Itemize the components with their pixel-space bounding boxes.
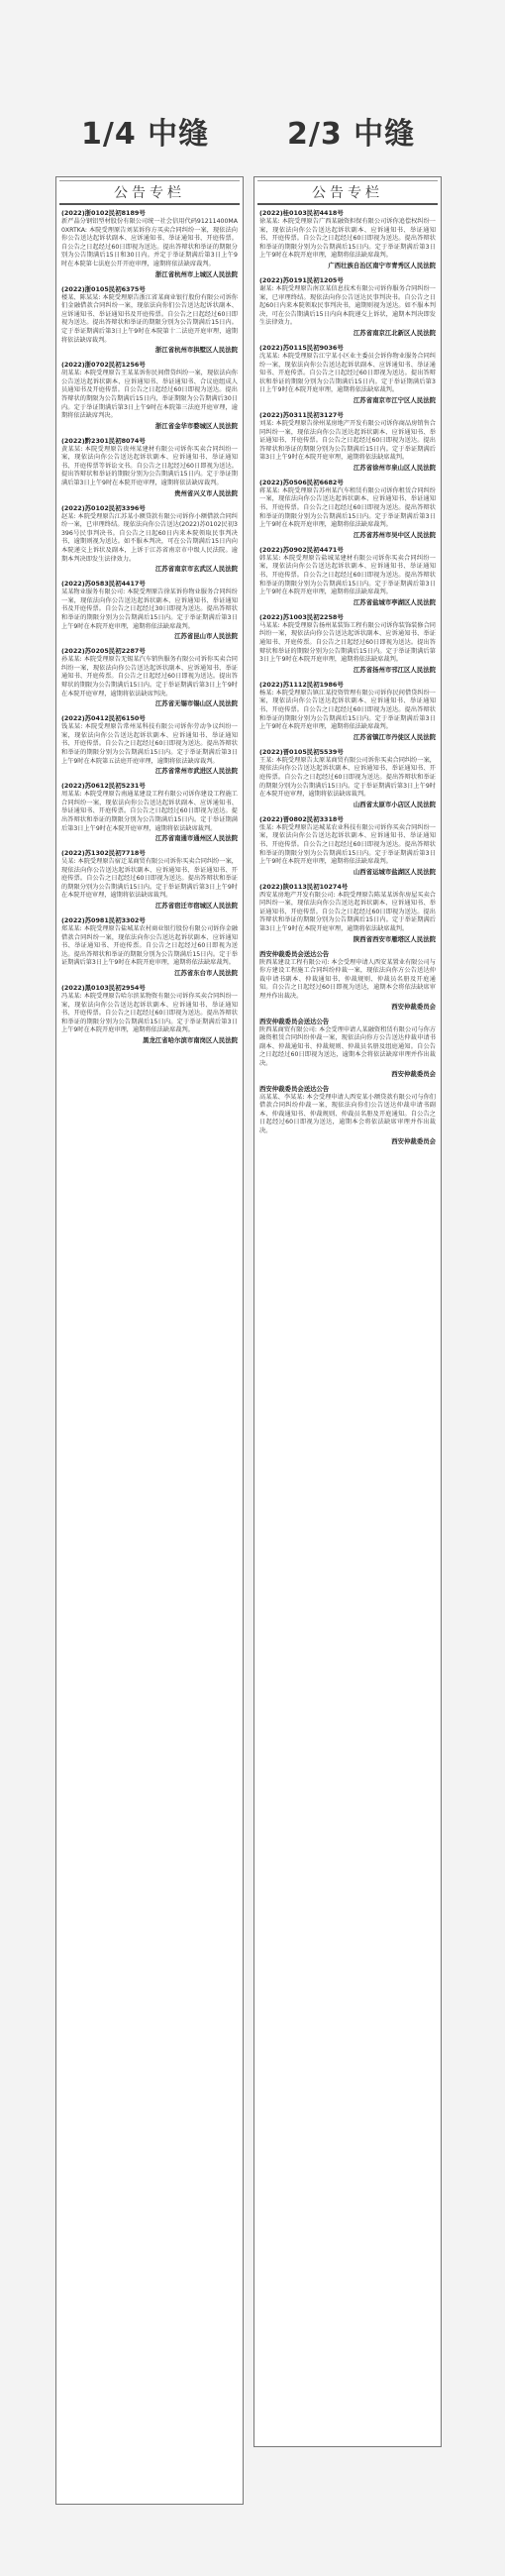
notice-list — [56, 205, 243, 1055]
notice-court-signature: 浙江省金华市婺城区人民法院 — [154, 421, 238, 430]
notice-court-signature: 江苏省南京市江宁区人民法院 — [353, 395, 436, 404]
notice-case-number: (2022)苏1112民初1986号 — [259, 680, 344, 689]
notice-court-signature: 江苏省扬州市邗江区人民法院 — [353, 665, 436, 674]
notice-court-signature: 陕西省西安市雁塔区人民法院 — [353, 934, 436, 943]
notice-item — [61, 361, 238, 431]
notice-list — [254, 205, 441, 1156]
notice-case-number: (2022)苏0612民初5231号 — [61, 782, 146, 791]
notice-item — [61, 647, 238, 708]
notice-item — [259, 613, 436, 675]
notice-body: 孙某某: 本院受理原告无锡某汽车销售服务有限公司诉你买卖合同纠纷一案，现依法向你公告送达起诉状副本、应诉通知书、举证通知书、开庭传票。自公告之日起经过60日即视为送达。提出答辩状的期限为公告期满后15日内。定于举证期满后第3日上午9时在本院开庭审理，逾期将依法缺席判决。 — [61, 656, 238, 698]
notice-item — [61, 714, 238, 776]
notice-court-signature: 江苏省南京市玄武区人民法院 — [154, 565, 238, 574]
notice-case-number: (2022)苏0981民初3302号 — [61, 916, 146, 925]
notice-item — [259, 209, 436, 270]
notice-item — [259, 344, 436, 405]
notice-case-number: (2022)苏1003民初2258号 — [259, 612, 344, 621]
notice-court-signature: 江苏省昆山市人民法院 — [174, 632, 238, 641]
notice-item — [259, 815, 436, 877]
notice-court-signature: 黑龙江省哈尔滨市南岗区人民法院 — [143, 1036, 238, 1044]
notice-body: 徐某某: 本院受理原告广西某融资担保有限公司诉你追偿权纠纷一案，现依法向你公告送达起诉状副本、应诉通知书、举证通知书、开庭传票。自公告之日起经过60日即视为送达。提出答辩状和举证的期限分别为公告期满后15日内。定于举证期满后第3日上午9时在本院开庭审理，逾期将依法缺席裁判。 — [259, 218, 436, 260]
notice-court-signature: 浙江省杭州市拱墅区人民法院 — [154, 346, 238, 355]
notice-item — [259, 681, 436, 742]
notice-case-number: (2022)苏0205民初2287号 — [61, 647, 146, 656]
right-column-heading: 2/3 中缝 — [287, 117, 416, 152]
notice-case-number: (2022)苏0311民初3127号 — [259, 410, 344, 419]
left-notice-column — [55, 176, 244, 2505]
notice-item — [259, 883, 436, 944]
notice-body: 冯某某: 本院受理原告哈尔滨某物资有限公司诉你买卖合同纠纷一案，现依法向你公告送达起诉状副本、应诉通知书、举证通知书、开庭传票。自公告之日起经过60日即视为送达。提出答辩状和举证的期限分别为公告期满后15日内。定于举证期满后第3日上午9时在本院开庭审理，逾期将依法缺席裁判。 — [61, 993, 238, 1034]
notice-case-number: (2022)苏1302民初7718号 — [61, 849, 146, 858]
notice-item — [259, 276, 436, 338]
notice-body: 吴某: 本院受理原告宿迁某商贸有限公司诉你买卖合同纠纷一案，现依法向你公告送达起诉状副本、应诉通知书、举证通知书、开庭传票。自公告之日起经过60日即视为送达。提出答辩状和举证的期限分别为公告期满后15日内。定于举证期满后第3日上午9时在本院开庭审理，逾期将依法缺席裁判。 — [61, 858, 238, 900]
notice-body: 陕西某商贸有限公司: 本会受理申请人某融资租赁有限公司与你方融资租赁合同纠纷仲裁一案，现依法向你方公告送达仲裁申请书副本、仲裁通知书、仲裁规则、仲裁员名册及组庭通知。自公告之日起经过60日即视为送达，逾期本会将依法缺席审理并作出裁决。 — [259, 1025, 436, 1067]
notice-case-number: (2022)陕0113民初10274号 — [259, 882, 349, 891]
notice-body: 刘某: 本院受理原告徐州某房地产开发有限公司诉你商品房销售合同纠纷一案，现依法向你公告送达起诉状副本、应诉通知书、举证通知书、开庭传票。自公告之日起经过60日即视为送达。提出答辩状和举证的期限分别为公告期满后15日内。定于举证期满后第3日上午9时在本院开庭审理，逾期将依法缺席裁判。 — [259, 419, 436, 462]
notice-court-signature: 江苏省南通市通州区人民法院 — [154, 834, 238, 843]
notice-court-signature: 江苏省常州市武进区人民法院 — [154, 767, 238, 776]
notice-court-signature: 江苏省徐州市泉山区人民法院 — [353, 463, 436, 472]
notice-body: 王某: 本院受理原告太原某商贸有限公司诉你买卖合同纠纷一案，现依法向你公告送达起诉状副本、应诉通知书、举证通知书、开庭传票。自公告之日起经过60日即视为送达。提出答辩状和举证的期限分别为公告期满后15日内。定于举证期满后第3日上午9时在本院开庭审理，逾期将依法缺席裁判。 — [259, 756, 436, 799]
notice-item — [61, 782, 238, 843]
notice-court-signature: 浙江省杭州市上城区人民法院 — [154, 269, 238, 278]
notice-item — [61, 437, 238, 498]
notice-court-signature: 江苏省无锡市锡山区人民法院 — [154, 699, 238, 708]
notice-body: 陕西某建设工程有限公司: 本会受理申请人西安某置业有限公司与你方建设工程施工合同纠纷仲裁一案，现依法向你方公告送达仲裁申请书副本、仲裁通知书、仲裁规则、仲裁员名册及开庭通知。自公告之日起经过60日即视为送达，逾期本会将依法缺席审理并作出裁决。 — [259, 958, 436, 1001]
notice-item — [61, 849, 238, 911]
notice-court-signature: 山西省运城市盐湖区人民法院 — [353, 867, 436, 876]
notice-body: 蒋某某: 本院受理原告苏州某汽车租赁有限公司诉你租赁合同纠纷一案，现依法向你公告送达起诉状副本、应诉通知书、举证通知书、开庭传票。自公告之日起经过60日即视为送达。提出答辩状和举证的期限分别为公告期满后15日内。定于举证期满后第3日上午9时在本院开庭审理，逾期将依法缺席裁判。 — [259, 486, 436, 529]
notice-item — [259, 1085, 436, 1146]
notice-case-number: 西安仲裁委员会送达公告 — [259, 1017, 330, 1025]
notice-case-number: (2022)苏0506民初6682号 — [259, 478, 344, 486]
notice-case-number: (2022)苏0902民初4471号 — [259, 545, 344, 554]
notice-court-signature: 西安仲裁委员会 — [391, 1002, 436, 1011]
notice-body: 钱某某: 本院受理原告常州某科技有限公司诉你劳动争议纠纷一案，现依法向你公告送达起诉状副本、应诉通知书、举证通知书、开庭传票。自公告之日起经过60日即视为送达。提出答辩状和举证的期限分别为公告期满后15日内。定于举证期满后第3日上午9时在本院第五法庭开庭审理，逾期将依法缺席裁判。 — [61, 723, 238, 765]
notice-item — [259, 1018, 436, 1079]
notice-case-number: (2022)苏0583民初4417号 — [61, 580, 146, 589]
notice-case-number: (2022)晋0802民初3318号 — [259, 814, 344, 823]
notice-case-number: (2022)晋0105民初5539号 — [259, 747, 344, 756]
notice-item — [61, 504, 238, 575]
notice-body: 某某物业服务有限公司: 本院受理原告徐某诉你物业服务合同纠纷一案，现依法向你公告送达起诉状副本、应诉通知书、举证通知书及开庭传票。自公告之日起经过30日即视为送达。提出答辩状和举证的期限分别为公告期满后15日内。定于举证期满后第3日上午9时在本院开庭审理，逾期将依法缺席裁判。 — [61, 589, 238, 630]
notice-item — [259, 748, 436, 809]
notice-case-number: (2022)浙0105民初6375号 — [61, 284, 146, 293]
notice-body: 西安某房地产开发有限公司: 本院受理原告陈某某诉你房屋买卖合同纠纷一案，现依法向你公告送达起诉状副本、应诉通知书、举证通知书、开庭传票。自公告之日起经过60日即视为送达。提出答辩状和举证的期限分别为公告期满后15日内。定于举证期满后第3日上午9时在本院开庭审理，逾期将依法缺席裁判。 — [259, 891, 436, 933]
notice-item — [259, 411, 436, 473]
notice-court-signature: 江苏省南京江北新区人民法院 — [353, 328, 436, 337]
notice-court-signature: 江苏省苏州市吴中区人民法院 — [353, 530, 436, 539]
notice-body: 楼某、陈某某: 本院受理原告浙江省某商业银行股份有限公司诉你们金融借款合同纠纷一案，现依法向你们公告送达起诉状副本、应诉通知书、举证通知书及开庭传票。自公告之日起经过60日即视为送达。提出答辩状和举证的期限分别为公告期满后15日内。定于举证期满后第3日上午9时在本院第十二法庭开庭审理，逾期将依法缺席裁判。 — [61, 293, 238, 344]
notice-body: 郑某某: 本院受理原告盐城某农村商业银行股份有限公司诉你金融借款合同纠纷一案，现依法向你公告送达起诉状副本、应诉通知书、举证通知书、开庭传票。自公告之日起经过60日即视为送达。提出答辩状和举证的期限分别为公告期满后15日内。定于举证期满后第3日上午9时在本院开庭审理，逾期将依法缺席裁判。 — [61, 925, 238, 967]
notice-case-number: (2022)浙0702民初1256号 — [61, 361, 146, 370]
notice-case-number: (2022)桂0103民初4418号 — [259, 209, 344, 217]
notice-body: 韩某某: 本院受理原告盐城某建材有限公司诉你买卖合同纠纷一案，现依法向你公告送达起诉状副本、应诉通知书、举证通知书、开庭传票。自公告之日起经过60日即视为送达。提出答辩状和举证的期限分别为公告期满后15日内。定于举证期满后第3日上午9时在本院开庭审理，逾期将依法缺席裁判。 — [259, 554, 436, 596]
notice-body: 杨某: 本院受理原告镇江某投资管理有限公司诉你民间借贷纠纷一案，现依法向你公告送达起诉状副本、应诉通知书、举证通知书、开庭传票。自公告之日起经过60日即视为送达。提出答辩状和举证的期限分别为公告期满后15日内。定于举证期满后第3日上午9时在本院开庭审理，逾期将依法缺席裁判。 — [259, 689, 436, 731]
notice-case-number: (2022)苏0412民初6150号 — [61, 714, 146, 723]
notice-body: 赵某: 本院受理原告江苏某小额贷款有限公司诉你小额借款合同纠纷一案，已审理终结。现依法向你公告送达(2022)苏0102民初3396号民事判决书。自公告之日起60日内来本院领取民事判决书，逾期则视为送达。如不服本判决，可在公告期满后15日内向本院递交上诉状及副本，上诉于江苏省南京市中级人民法院。逾期本判决即发生法律效力。 — [61, 512, 238, 563]
notice-body: 谢某: 本院受理原告南京某信息技术有限公司诉你服务合同纠纷一案，已审理终结。现依法向你公告送达民事判决书。自公告之日起60日内来本院领取民事判决书，逾期则视为送达。如不服本判决，可在公告期满后15日内向本院递交上诉状，逾期本判决即发生法律效力。 — [259, 284, 436, 327]
notice-body: 沈某某: 本院受理原告江宁某小区业主委员会诉你物业服务合同纠纷一案，现依法向你公告送达起诉状副本、应诉通知书、举证通知书、开庭传票。自公告之日起经过60日即视为送达。提出答辩状和举证的期限分别为公告期满后15日内。定于举证期满后第3日上午9时在本院开庭审理，逾期将依法缺席裁判。 — [259, 352, 436, 394]
notice-court-signature: 西安仲裁委员会 — [391, 1136, 436, 1145]
notice-body: 黄某某: 本院受理原告贵州某建材有限公司诉你买卖合同纠纷一案，现依法向你公告送达起诉状副本、应诉通知书、举证通知书、开庭传票等诉讼文书。自公告之日起经过60日即视为送达。提出答辩状和举证的期限分别为公告期满后15日内。定于举证期满后第3日上午9时在本院开庭审理，逾期将依法缺席裁判。 — [61, 445, 238, 487]
left-column-heading: 1/4 中缝 — [81, 117, 210, 152]
right-notice-column — [253, 176, 442, 2447]
notice-body: 新严晶分钢铝型材股份有限公司统一社会信用代码91211400MA0XRTKA: 本院受理原告刘某诉你方买卖合同纠纷一案，现依法向你公告送达起诉状副本、应诉通知书、举证通知书、开庭传票。自公告之日起经过60日即视为送达。提出答辩状和举证的期限分别为公告期满后15日和30日内。并定于举证期满后第3日上午9时在本院第七法庭公开开庭审理，逾期将依法缺席裁判。 — [61, 218, 238, 268]
notice-case-number: (2022)苏0115民初9036号 — [259, 343, 344, 352]
notice-court-signature: 江苏省盐城市亭湖区人民法院 — [353, 597, 436, 606]
notice-case-number: (2022)黔2301民初8074号 — [61, 436, 146, 445]
notice-body: 马某某: 本院受理原告扬州某装饰工程有限公司诉你装饰装修合同纠纷一案，现依法向你公告送达起诉状副本、应诉通知书、举证通知书、开庭传票。自公告之日起经过60日即视为送达。提出答辩状和举证的期限分别为公告期满后15日内。定于举证期满后第3日上午9时在本院开庭审理，逾期将依法缺席裁判。 — [259, 621, 436, 664]
notice-court-signature: 江苏省东台市人民法院 — [174, 969, 238, 978]
notice-body: 胡某某: 本院受理原告王某某诉你民间借贷纠纷一案，现依法向你公告送达起诉状副本、应诉通知书、举证通知书、合议庭组成人员通知书及开庭传票。自公告之日起经过60日即视为送达。提出答辩状的期限为公告期满后15日内，举证期限为公告期满后30日内。定于举证期满后第3日上午9时在本院第三法庭开庭审理，逾期将依法缺席判决。 — [61, 370, 238, 420]
notice-court-signature: 江苏省镇江市丹徒区人民法院 — [353, 732, 436, 741]
notice-body: 高某某、李某某: 本会受理申请人西安某小额贷款有限公司与你们借款合同纠纷仲裁一案，现依法向你们公告送达仲裁申请书副本、仲裁通知书、仲裁规则、仲裁员名册及开庭通知。自公告之日起经过60日即视为送达，逾期本会将依法缺席审理并作出裁决。 — [259, 1093, 436, 1134]
notice-item — [61, 984, 238, 1045]
notice-item — [61, 285, 238, 356]
notice-item — [259, 546, 436, 607]
notice-case-number: 西安仲裁委员会送达公告 — [259, 949, 330, 958]
notice-court-signature: 山西省太原市小店区人民法院 — [353, 800, 436, 808]
notice-item — [61, 209, 238, 279]
notice-item — [61, 916, 238, 978]
notice-court-signature: 江苏省宿迁市宿城区人民法院 — [154, 902, 238, 911]
notice-case-number: (2022)苏0191民初1205号 — [259, 275, 344, 284]
notice-case-number: (2022)浙0102民初8189号 — [61, 209, 146, 217]
notice-case-number: (2022)苏0102民初3396号 — [61, 503, 146, 512]
notice-case-number: 西安仲裁委员会送达公告 — [259, 1084, 330, 1093]
notice-court-signature: 广西壮族自治区南宁市青秀区人民法院 — [328, 261, 436, 269]
notice-item — [259, 479, 436, 540]
notice-body: 周某某: 本院受理原告南通某建设工程有限公司诉你建设工程施工合同纠纷一案，现依法向你公告送达起诉状副本、应诉通知书、举证通知书、开庭传票。自公告之日起经过60日即视为送达。提出答辩状和举证的期限分别为公告期满后15日内。定于举证期满后第3日上午9时在本院开庭审理，逾期将依法缺席裁判。 — [61, 791, 238, 832]
notice-body: 张某: 本院受理原告运城某农业科技有限公司诉你买卖合同纠纷一案，现依法向你公告送达起诉状副本、应诉通知书、举证通知书、开庭传票。自公告之日起经过60日即视为送达。提出答辩状和举证的期限分别为公告期满后15日内。定于举证期满后第3日上午9时在本院开庭审理，逾期将依法缺席裁判。 — [259, 823, 436, 866]
notice-item — [61, 580, 238, 641]
notice-court-signature: 西安仲裁委员会 — [391, 1069, 436, 1078]
notice-banner: 公告专栏 — [59, 180, 240, 205]
notice-banner: 公告专栏 — [257, 180, 438, 205]
notice-case-number: (2022)黑0103民初2954号 — [61, 984, 146, 993]
notice-court-signature: 贵州省兴义市人民法院 — [174, 488, 238, 497]
notice-item — [259, 950, 436, 1012]
